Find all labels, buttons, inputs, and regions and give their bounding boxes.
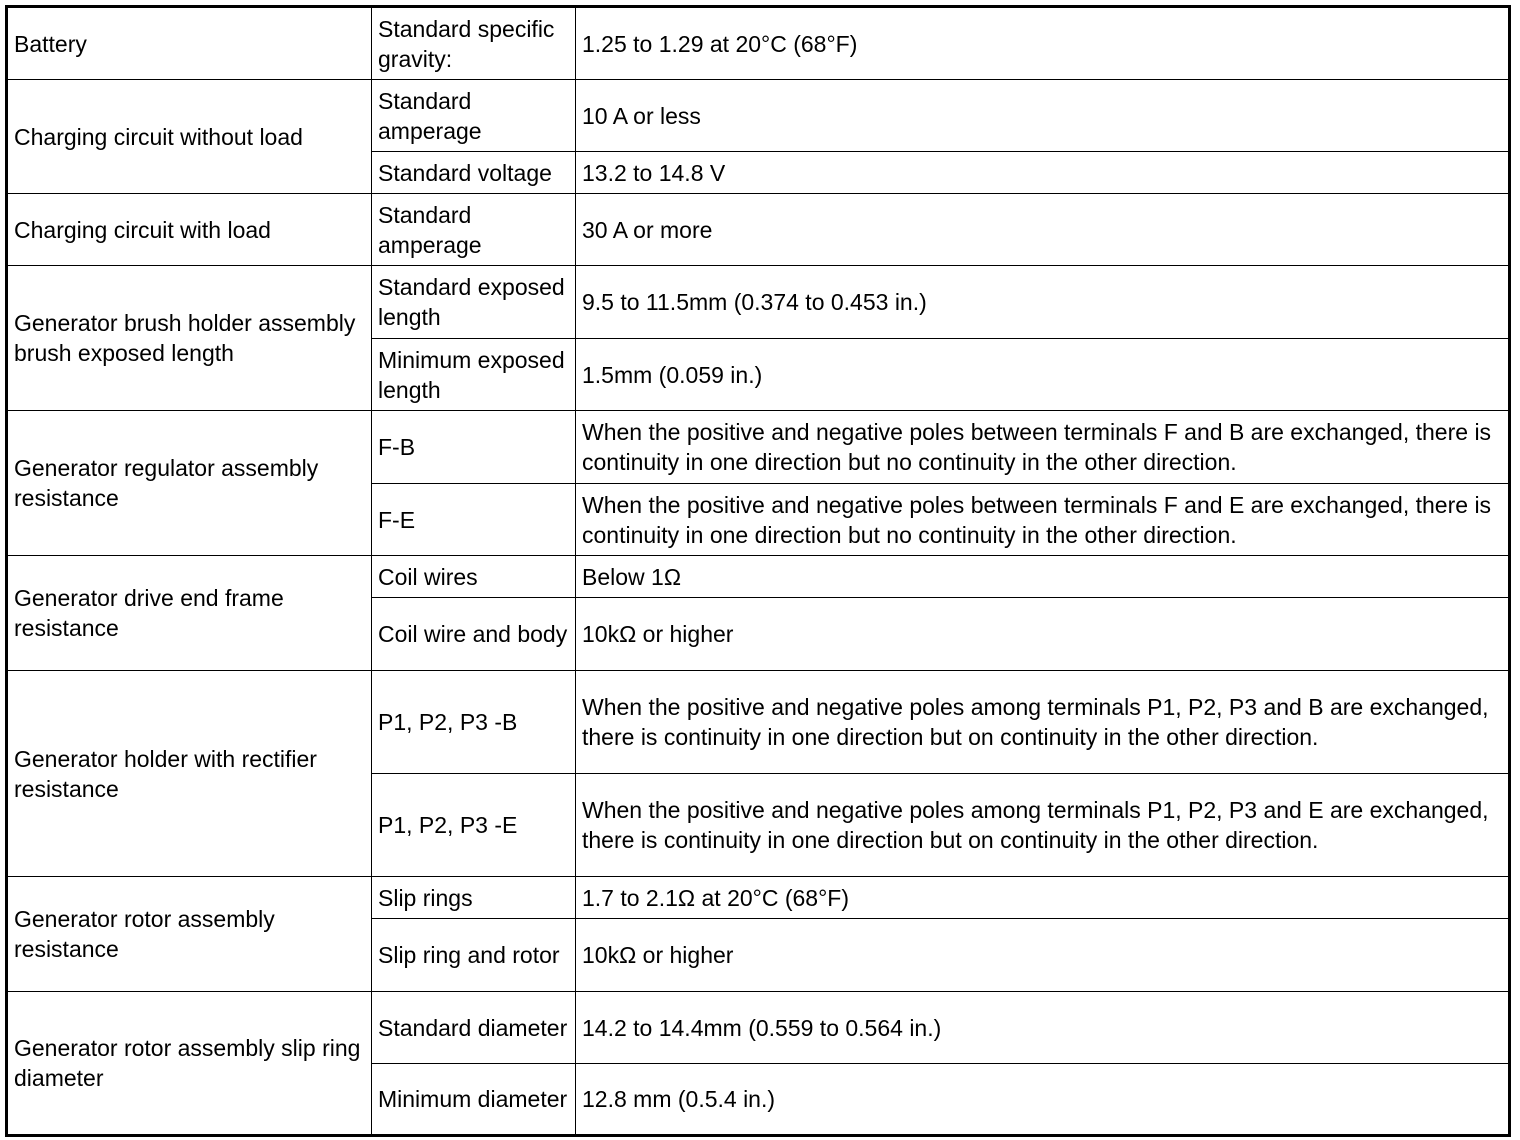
table-row bbox=[7, 266, 1510, 339]
spec-cell: F-B bbox=[372, 411, 576, 484]
spec-cell: Standard amperage bbox=[372, 194, 576, 266]
spec-cell: Slip ring and rotor bbox=[372, 919, 576, 992]
specification-table bbox=[5, 5, 1511, 1137]
table-row bbox=[7, 877, 1510, 919]
spec-cell: Standard specific gravity: bbox=[372, 7, 576, 80]
value-cell: 1.5mm (0.059 in.) bbox=[576, 339, 1510, 411]
item-cell: Charging circuit with load bbox=[7, 194, 372, 266]
item-cell: Generator drive end frame resistance bbox=[7, 556, 372, 671]
value-cell: 9.5 to 11.5mm (0.374 to 0.453 in.) bbox=[576, 266, 1510, 339]
value-cell: 10 A or less bbox=[576, 80, 1510, 152]
table-row bbox=[7, 411, 1510, 484]
item-cell: Generator rotor assembly resistance bbox=[7, 877, 372, 992]
spec-cell: Coil wire and body bbox=[372, 598, 576, 671]
spec-cell: Minimum diameter bbox=[372, 1064, 576, 1136]
item-cell: Generator holder with rectifier resistance bbox=[7, 671, 372, 877]
table-row bbox=[7, 556, 1510, 598]
table-row bbox=[7, 80, 1510, 152]
value-cell: 14.2 to 14.4mm (0.559 to 0.564 in.) bbox=[576, 992, 1510, 1064]
value-cell: When the positive and negative poles among terminals P1, P2, P3 and B are exchanged, there is continuity in one direction but on continuity in the other direction. bbox=[576, 671, 1510, 774]
value-cell: When the positive and negative poles between terminals F and E are exchanged, there is continuity in one direction but no continuity in the other direction. bbox=[576, 484, 1510, 556]
table-row bbox=[7, 7, 1510, 80]
value-cell: Below 1Ω bbox=[576, 556, 1510, 598]
value-cell: When the positive and negative poles between terminals F and B are exchanged, there is continuity in one direction but no continuity in the other direction. bbox=[576, 411, 1510, 484]
value-cell: 12.8 mm (0.5.4 in.) bbox=[576, 1064, 1510, 1136]
table-row bbox=[7, 194, 1510, 266]
item-cell: Battery bbox=[7, 7, 372, 80]
table-row bbox=[7, 992, 1510, 1064]
spec-cell: F-E bbox=[372, 484, 576, 556]
spec-cell: Minimum exposed length bbox=[372, 339, 576, 411]
item-cell: Generator brush holder assembly brush exposed length bbox=[7, 266, 372, 411]
spec-cell: Slip rings bbox=[372, 877, 576, 919]
value-cell: When the positive and negative poles among terminals P1, P2, P3 and E are exchanged, there is continuity in one direction but on continuity in the other direction. bbox=[576, 774, 1510, 877]
spec-cell: Standard diameter bbox=[372, 992, 576, 1064]
spec-cell: P1, P2, P3 -E bbox=[372, 774, 576, 877]
spec-cell: Standard voltage bbox=[372, 152, 576, 194]
table-row bbox=[7, 671, 1510, 774]
item-cell: Generator regulator assembly resistance bbox=[7, 411, 372, 556]
spec-cell: P1, P2, P3 -B bbox=[372, 671, 576, 774]
value-cell: 1.7 to 2.1Ω at 20°C (68°F) bbox=[576, 877, 1510, 919]
value-cell: 1.25 to 1.29 at 20°C (68°F) bbox=[576, 7, 1510, 80]
value-cell: 10kΩ or higher bbox=[576, 598, 1510, 671]
item-cell: Charging circuit without load bbox=[7, 80, 372, 194]
value-cell: 10kΩ or higher bbox=[576, 919, 1510, 992]
spec-cell: Coil wires bbox=[372, 556, 576, 598]
value-cell: 30 A or more bbox=[576, 194, 1510, 266]
value-cell: 13.2 to 14.8 V bbox=[576, 152, 1510, 194]
spec-cell: Standard exposed length bbox=[372, 266, 576, 339]
spec-cell: Standard amperage bbox=[372, 80, 576, 152]
item-cell: Generator rotor assembly slip ring diameter bbox=[7, 992, 372, 1136]
